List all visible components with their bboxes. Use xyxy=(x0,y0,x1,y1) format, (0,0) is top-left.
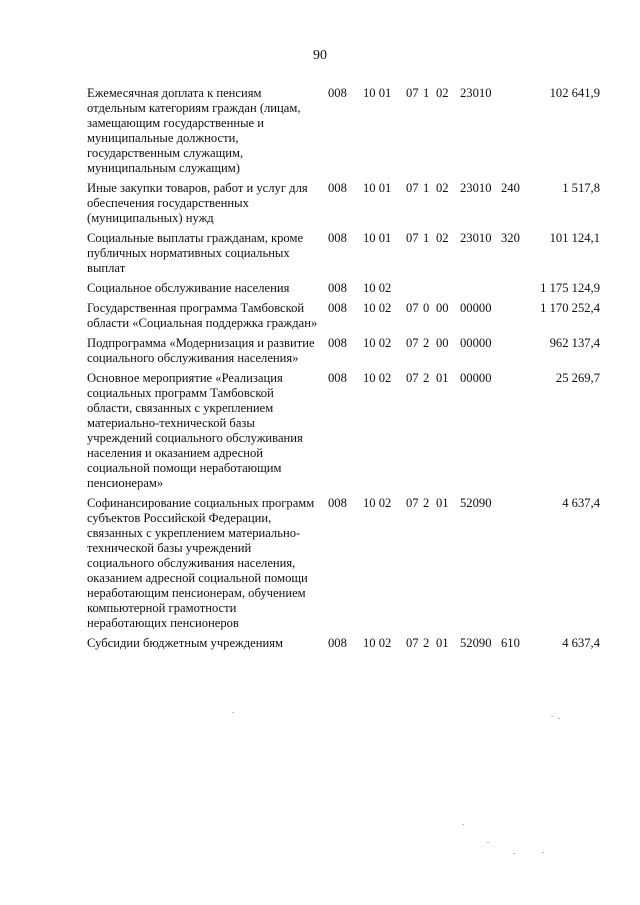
target-article-subprogram: 1 xyxy=(423,86,430,100)
amount: 1 170 252,4 xyxy=(540,301,600,315)
expense-type-code: 240 xyxy=(501,181,520,195)
ministry-code: 008 xyxy=(328,636,347,650)
scan-speck xyxy=(232,712,234,713)
row-name: Государственная программа Тамбовской области «Социальная поддержка граждан» xyxy=(87,301,318,330)
section-code: 10 01 xyxy=(363,86,392,100)
scan-speck xyxy=(487,842,489,843)
target-article-direction: 00000 xyxy=(460,336,492,350)
row-name: Социальное обслуживание населения xyxy=(87,281,290,295)
target-article-program: 07 xyxy=(406,231,419,245)
target-article-direction: 23010 xyxy=(460,231,492,245)
amount: 4 637,4 xyxy=(562,636,600,650)
ministry-code: 008 xyxy=(328,336,347,350)
section-code: 10 01 xyxy=(363,181,392,195)
target-article-event: 01 xyxy=(436,371,449,385)
table-row xyxy=(87,496,600,631)
ministry-code: 008 xyxy=(328,496,347,510)
amount: 1 517,8 xyxy=(562,181,600,195)
target-article-event: 00 xyxy=(436,336,449,350)
page-number: 90 xyxy=(313,48,327,63)
ministry-code: 008 xyxy=(328,86,347,100)
budget-table xyxy=(87,86,600,656)
section-code: 10 01 xyxy=(363,231,392,245)
amount: 102 641,9 xyxy=(549,86,600,100)
amount: 962 137,4 xyxy=(549,336,600,350)
target-article-direction: 00000 xyxy=(460,301,492,315)
table-row xyxy=(87,336,600,366)
table-row xyxy=(87,636,600,651)
amount: 1 175 124,9 xyxy=(540,281,600,295)
scan-speck xyxy=(542,852,544,853)
target-article-event: 01 xyxy=(436,496,449,510)
section-code: 10 02 xyxy=(363,371,392,385)
target-article-program: 07 xyxy=(406,301,419,315)
table-row xyxy=(87,86,600,176)
target-article-direction: 00000 xyxy=(460,371,492,385)
target-article-event: 02 xyxy=(436,86,449,100)
row-name: Социальные выплаты гражданам, кроме публичных нормативных социальных выплат xyxy=(87,231,304,275)
amount: 25 269,7 xyxy=(555,371,600,385)
table-row xyxy=(87,281,600,296)
ministry-code: 008 xyxy=(328,231,347,245)
target-article-subprogram: 2 xyxy=(423,371,430,385)
target-article-program: 07 xyxy=(406,496,419,510)
row-name: Субсидии бюджетным учреждениям xyxy=(87,636,283,650)
ministry-code: 008 xyxy=(328,281,347,295)
row-name: Подпрограмма «Модернизация и развитие социального обслуживания населения» xyxy=(87,336,315,365)
expense-type-code: 320 xyxy=(501,231,520,245)
ministry-code: 008 xyxy=(328,371,347,385)
section-code: 10 02 xyxy=(363,301,392,315)
amount: 101 124,1 xyxy=(549,231,600,245)
table-row xyxy=(87,181,600,226)
section-code: 10 02 xyxy=(363,496,392,510)
target-article-subprogram: 2 xyxy=(423,636,430,650)
scan-speck xyxy=(513,853,515,854)
row-name: Софинансирование социальных программ субъектов Российской Федерации, связанных с укреплением материально-технической базы учреждений социального обслуживания населения, оказанием адресной социальной помощи неработающим пенсионерам, обучением компьютерной грамотности неработающих пенсионеров xyxy=(87,496,315,630)
row-name: Основное мероприятие «Реализация социальных программ Тамбовской области, связанных с укреплением материально-технической базы учреждений социального обслуживания населения и оказанием адресной социальной помощи неработающим пенсионерам» xyxy=(87,371,303,490)
target-article-subprogram: 1 xyxy=(423,231,430,245)
row-name: Иные закупки товаров, работ и услуг для обеспечения государственных (муниципальных) нужд xyxy=(87,181,308,225)
target-article-subprogram: 2 xyxy=(423,336,430,350)
row-name: Ежемесячная доплата к пенсиям отдельным категориям граждан (лицам, замещающим государственные и муниципальные должности, государственным служащим, муниципальным служащим) xyxy=(87,86,301,175)
section-code: 10 02 xyxy=(363,636,392,650)
target-article-direction: 52090 xyxy=(460,496,492,510)
target-article-program: 07 xyxy=(406,336,419,350)
expense-type-code: 610 xyxy=(501,636,520,650)
ministry-code: 008 xyxy=(328,301,347,315)
target-article-event: 00 xyxy=(436,301,449,315)
target-article-event: 02 xyxy=(436,231,449,245)
target-article-program: 07 xyxy=(406,371,419,385)
table-row xyxy=(87,231,600,276)
amount: 4 637,4 xyxy=(562,496,600,510)
ministry-code: 008 xyxy=(328,181,347,195)
target-article-subprogram: 1 xyxy=(423,181,430,195)
target-article-program: 07 xyxy=(406,636,419,650)
target-article-program: 07 xyxy=(406,181,419,195)
target-article-direction: 23010 xyxy=(460,86,492,100)
scan-speck xyxy=(462,824,464,825)
target-article-event: 01 xyxy=(436,636,449,650)
target-article-program: 07 xyxy=(406,86,419,100)
scan-speck xyxy=(558,718,560,719)
target-article-direction: 52090 xyxy=(460,636,492,650)
table-row xyxy=(87,301,600,331)
target-article-subprogram: 2 xyxy=(423,496,430,510)
target-article-subprogram: 0 xyxy=(423,301,430,315)
target-article-direction: 23010 xyxy=(460,181,492,195)
section-code: 10 02 xyxy=(363,336,392,350)
scan-speck xyxy=(551,716,553,717)
section-code: 10 02 xyxy=(363,281,392,295)
table-row xyxy=(87,371,600,491)
target-article-event: 02 xyxy=(436,181,449,195)
